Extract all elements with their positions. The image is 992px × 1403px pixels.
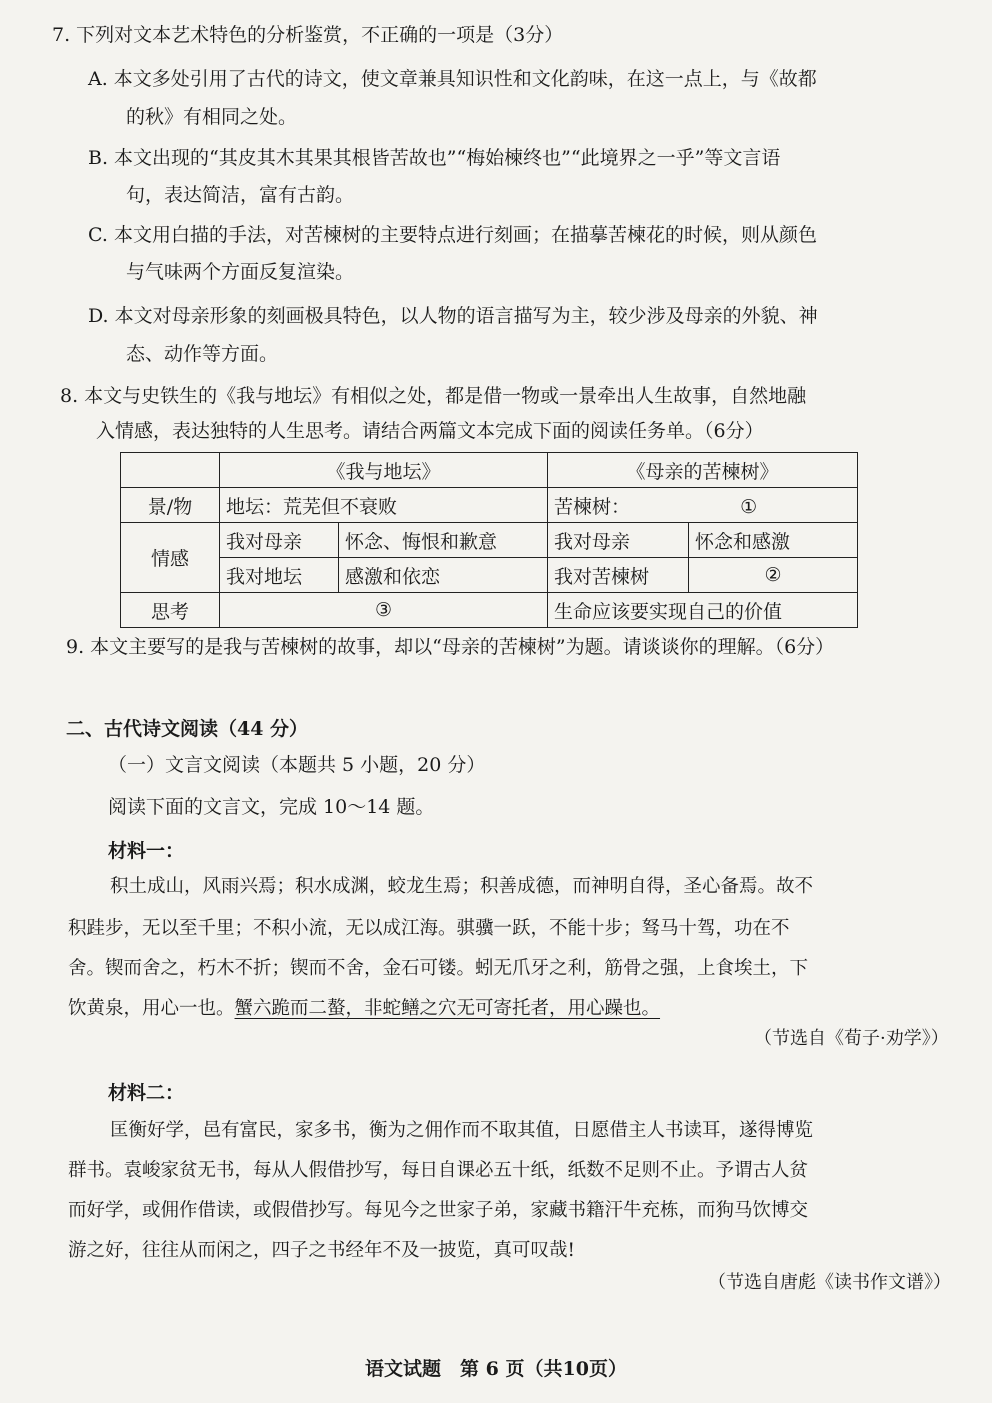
material-1-line-4 (68, 996, 660, 1022)
cell-emotion-subject-2: 我对地坛 (220, 558, 339, 593)
cell-scene-kulianshu (548, 488, 858, 523)
q7-option-c: C. 本文用白描的手法，对苦楝树的主要特点进行刻画；在描摹苦楝花的时候，则从颜色 (88, 224, 817, 246)
cell-emotion-value-3: 怀念和感激 (689, 523, 858, 558)
material-1-line-3: 舍。锲而舍之，朽木不折；锲而不舍，金石可镂。蚓无爪牙之利，筋骨之强，上食埃土，下 (68, 958, 809, 979)
q7-option-c-cont: 与气味两个方面反复渲染。 (126, 261, 355, 283)
q7-option-d-cont: 态、动作等方面。 (126, 343, 279, 365)
material-2-source: （节选自唐彪《读书作文谱》） (708, 1272, 951, 1293)
cell-scene-ditan: 地坛：荒芜但不衰败 (220, 488, 548, 523)
q8-stem-cont: 入情感，表达独特的人生思考。请结合两篇文本完成下面的阅读任务单。（6分） (96, 420, 764, 442)
q7-stem: 7. 下列对文本艺术特色的分析鉴赏，不正确的一项是（3分） (52, 24, 564, 46)
cell-emotion-value-1: 怀念、悔恨和歉意 (339, 523, 548, 558)
cell-think-kulianshu: 生命应该要实现自己的价值 (548, 593, 858, 628)
material-1-line-2: 积跬步，无以至千里；不积小流，无以成江海。骐骥一跃，不能十步；驽马十驾，功在不 (68, 918, 790, 939)
section-title: 二、古代诗文阅读（44 分） (66, 718, 309, 740)
cell-scene-kulianshu-label: 苦楝树： (554, 495, 631, 518)
table-header-mqdklsh: 《母亲的苦楝树》 (548, 453, 858, 488)
q7-option-d: D. 本文对母亲形象的刻画极具特色，以人物的语言描写为主，较少涉及母亲的外貌、神 (88, 305, 818, 327)
subsection-title: （一）文言文阅读（本题共 5 小题，20 分） (108, 754, 486, 776)
material-1-line-4-text: 饮黄泉，用心一也。 (68, 998, 235, 1019)
material-2-line-4: 游之好，往往从而闲之，四子之书经年不及一披览，真可叹哉! (68, 1240, 575, 1261)
material-1-source: （节选自《荀子·劝学》） (754, 1028, 949, 1049)
blank-3: ③ (220, 593, 548, 628)
blank-1: ① (740, 495, 758, 518)
reading-task-table (120, 452, 858, 628)
material-2-line-1: 匡衡好学，邑有富民，家多书，衡为之佣作而不取其值，日愿借主人书读耳，遂得博览 (110, 1120, 814, 1141)
q7-option-b: B. 本文出现的“其皮其木其果其根皆苦故也”“梅始楝终也”“此境界之一乎”等文言语 (88, 147, 781, 169)
q7-option-a: A. 本文多处引用了古代的诗文，使文章兼具知识性和文化韵味，在这一点上，与《故都 (88, 68, 817, 90)
material-2-line-3: 而好学，或佣作借读，或假借抄写。每见今之世家子弟，家藏书籍汗牛充栋，而狗马饮博交 (68, 1200, 809, 1221)
cell-emotion-subject-1: 我对母亲 (220, 523, 339, 558)
cell-emotion-subject-4: 我对苦楝树 (548, 558, 689, 593)
q9-stem: 9. 本文主要写的是我与苦楝树的故事，却以“母亲的苦楝树”为题。请谈谈你的理解。（6分） (66, 636, 835, 658)
q7-option-b-cont: 句，表达简洁，富有古韵。 (126, 184, 355, 206)
blank-2: ② (689, 558, 858, 593)
material-2-label: 材料二： (108, 1082, 185, 1104)
q7-option-a-cont: 的秋》有相同之处。 (126, 106, 298, 128)
row-label-scene: 景/物 (121, 488, 220, 523)
cell-emotion-subject-3: 我对母亲 (548, 523, 689, 558)
row-label-think: 思考 (121, 593, 220, 628)
underlined-sentence: 蟹六跪而二螯，非蛇鳝之穴无可寄托者，用心躁也。 (234, 998, 661, 1019)
q8-stem: 8. 本文与史铁生的《我与地坛》有相似之处，都是借一物或一景牵出人生故事，自然地融 (60, 385, 807, 407)
table-corner (121, 453, 220, 488)
row-label-emotion: 情感 (121, 523, 220, 593)
table-header-wyd: 《我与地坛》 (220, 453, 548, 488)
cell-emotion-value-2: 感激和依恋 (339, 558, 548, 593)
material-1-label: 材料一： (108, 840, 185, 862)
material-2-line-2: 群书。袁峻家贫无书，每从人假借抄写，每日自课必五十纸，纸数不足则不止。予谓古人贫 (68, 1160, 809, 1181)
material-1-line-1: 积土成山，风雨兴焉；积水成渊，蛟龙生焉；积善成德，而神明自得，圣心备焉。故不 (110, 876, 814, 897)
reading-intro: 阅读下面的文言文，完成 10～14 题。 (108, 796, 435, 818)
page-footer: 语文试题 第 6 页（共10页） (365, 1358, 627, 1380)
